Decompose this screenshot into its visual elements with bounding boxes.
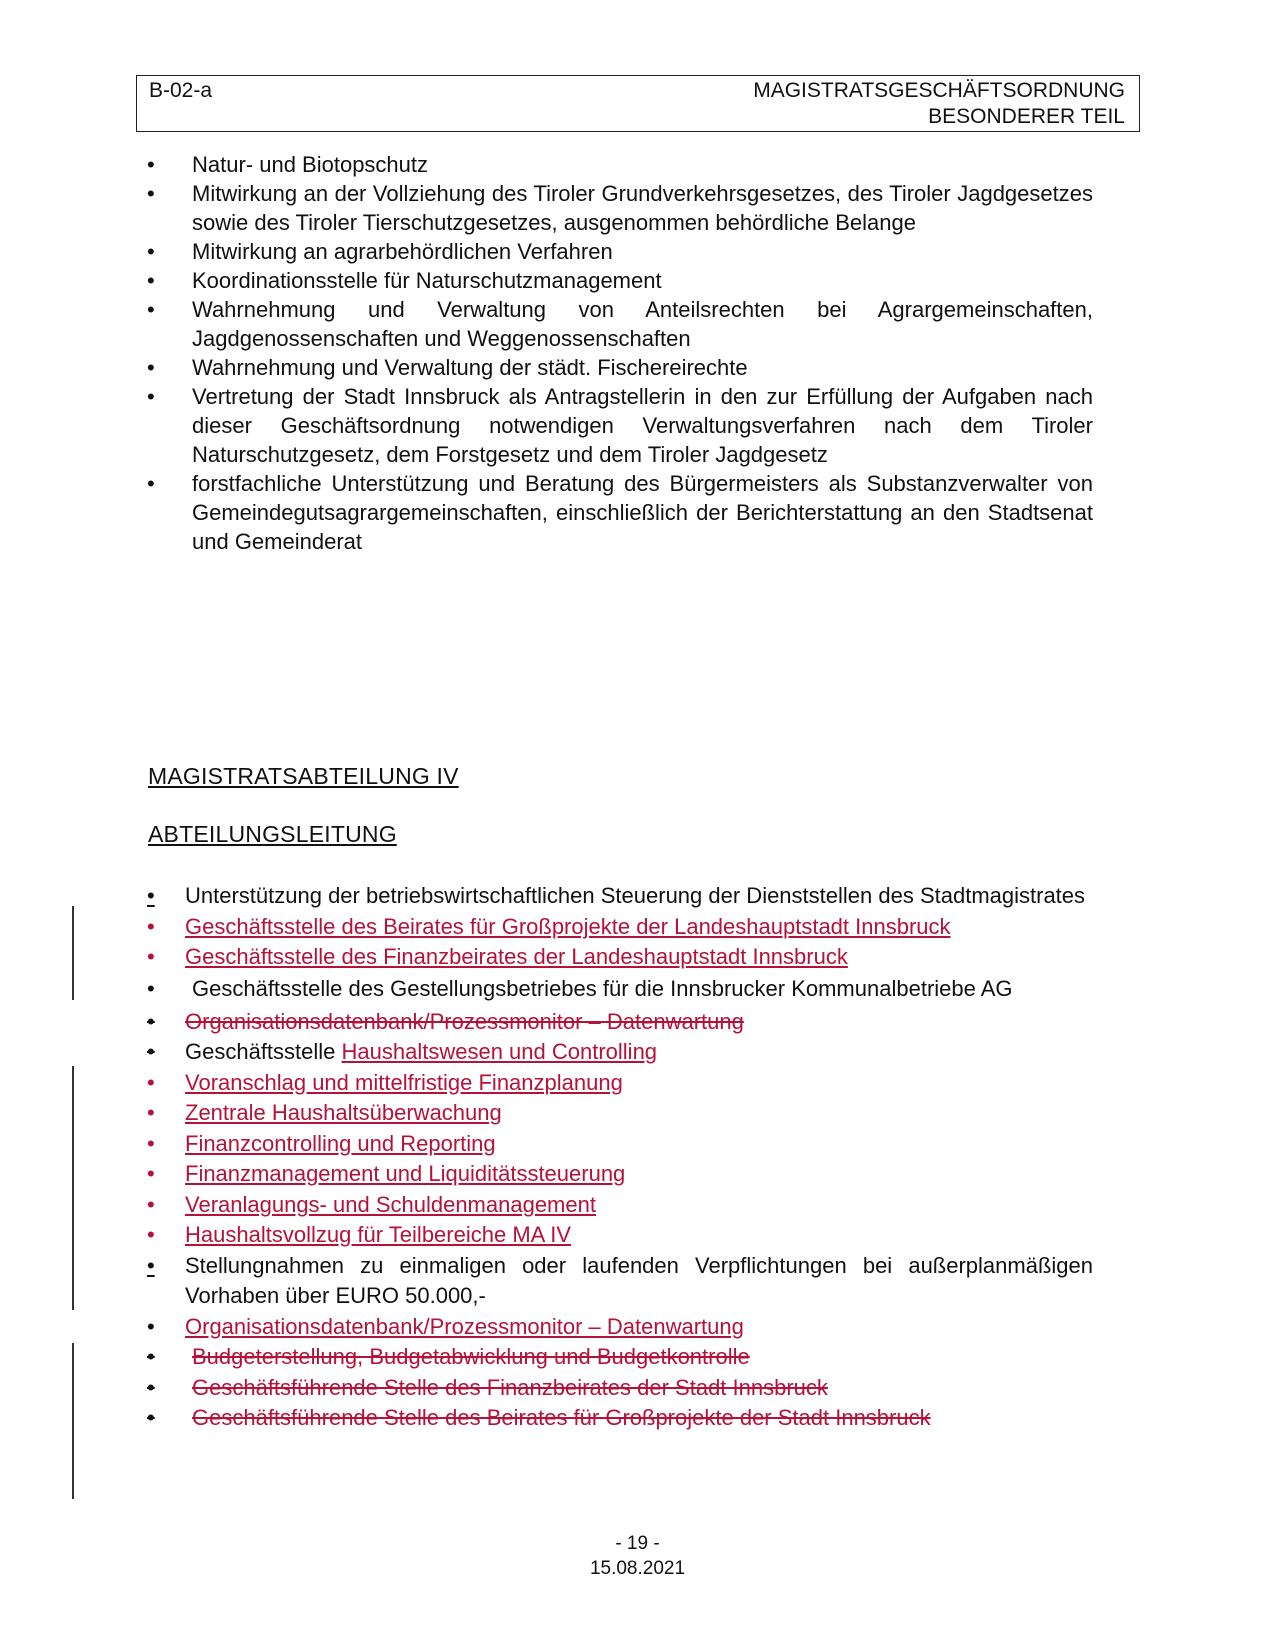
bullet-icon: • xyxy=(147,1100,155,1125)
list-item: • Organisationsdatenbank/Prozessmonitor – Datenwartung xyxy=(147,1007,1093,1038)
bullet-icon: • xyxy=(147,1069,155,1095)
list-item: • Veranlagungs- und Schuldenmanagement xyxy=(147,1190,1093,1221)
bullet-icon: • xyxy=(147,975,155,1001)
bullet-icon: • xyxy=(147,268,155,293)
change-bar xyxy=(72,906,74,1000)
list-item: • Stellungnahmen zu einmaligen oder laufenden Verpflichtungen bei außerplanmäßigen Vorhaben über EURO 50.000,- xyxy=(147,1252,1093,1308)
bullet-icon: • xyxy=(147,1252,155,1278)
bullet-icon: • xyxy=(147,355,155,380)
bullet-icon: • xyxy=(147,1222,155,1247)
list-item: • Geschäftsführende Stelle des Beirates für Großprojekte der Stadt Innsbruck xyxy=(147,1403,1093,1434)
list-item: • Koordinationsstelle für Naturschutzmanagement xyxy=(147,268,662,293)
list-item: • Mitwirkung an der Vollziehung des Tiroler Grundverkehrsgesetzes, des Tiroler Jagdgesetzes sowie des Tiroler Tierschutzgesetzes, ausgenommen behördliche Belange xyxy=(147,181,1093,235)
list-item: • Zentrale Haushaltsüberwachung xyxy=(147,1098,1093,1129)
bullet-icon: • xyxy=(147,1374,155,1400)
list-item: • Finanzcontrolling und Reporting xyxy=(147,1129,1093,1160)
page-number: - 19 - xyxy=(615,1533,660,1554)
list-item: • Wahrnehmung und Verwaltung der städt. Fischereirechte xyxy=(147,355,748,380)
bullet-icon: • xyxy=(147,944,155,969)
bullet-icon: • xyxy=(147,384,155,409)
bullet-icon: • xyxy=(147,883,155,908)
list-item: • Geschäftsstelle des Gestellungsbetriebes für die Innsbrucker Kommunalbetriebe AG xyxy=(147,973,1093,1005)
list-item: • Mitwirkung an agrarbehördlichen Verfahren xyxy=(147,239,613,264)
list-item: • Geschäftsstelle des Beirates für Großprojekte der Landeshauptstadt Innsbruck xyxy=(147,912,1093,943)
list-item: • Geschäftsstelle Haushaltswesen und Controlling xyxy=(147,1037,1093,1068)
task-list-top xyxy=(147,150,1093,556)
list-item: • Wahrnehmung und Verwaltung von Anteilsrechten bei Agrargemeinschaften, Jagdgenossenschaften und Weggenossenschaften xyxy=(147,297,1093,351)
list-item: • Budgeterstellung, Budgetabwicklung und Budgetkontrolle xyxy=(147,1342,1093,1373)
task-list-ma-iv xyxy=(147,881,1093,1434)
bullet-icon: • xyxy=(147,1344,155,1369)
document-code: B-02-a xyxy=(149,79,213,102)
change-bar xyxy=(72,1066,74,1310)
list-item: • Unterstützung der betriebswirtschaftlichen Steuerung der Dienststellen des Stadtmagistrates xyxy=(147,881,1093,912)
sub-heading: ABTEILUNGSLEITUNG xyxy=(148,821,397,847)
list-item: • Finanzmanagement und Liquiditätssteuerung xyxy=(147,1159,1093,1190)
bullet-icon: • xyxy=(147,297,155,322)
list-item: • Geschäftsstelle des Finanzbeirates der Landeshauptstadt Innsbruck xyxy=(147,942,1093,973)
list-item: • Natur- und Biotopschutz xyxy=(147,152,429,177)
document-title-line2: BESONDERER TEIL xyxy=(928,105,1125,128)
list-item: • Voranschlag und mittelfristige Finanzplanung xyxy=(147,1068,1093,1099)
bullet-icon: • xyxy=(147,239,155,264)
bullet-icon: • xyxy=(147,1405,155,1430)
bullet-icon: • xyxy=(147,1039,155,1064)
bullet-icon: • xyxy=(147,1130,155,1156)
bullet-icon: • xyxy=(147,152,155,177)
bullet-icon: • xyxy=(147,1008,155,1034)
document-title xyxy=(753,78,1125,130)
bullet-icon: • xyxy=(147,1313,155,1339)
list-item: • Haushaltsvollzug für Teilbereiche MA IV xyxy=(147,1220,1093,1251)
page-header xyxy=(136,75,1140,132)
footer-date: 15.08.2021 xyxy=(589,1558,686,1579)
list-item: • Vertretung der Stadt Innsbruck als Antragstellerin in den zur Erfüllung der Aufgaben nach dieser Geschäftsordnung notwendigen Verwaltungsverfahren nach dem Tiroler Naturschutzgesetz, dem Forstgesetz und dem Tiroler Jagdgesetz xyxy=(147,384,1093,467)
list-item: • Organisationsdatenbank/Prozessmonitor – Datenwartung xyxy=(147,1312,1093,1343)
document-title-line1: MAGISTRATSGESCHÄFTSORDNUNG xyxy=(753,79,1125,102)
section-heading: MAGISTRATSABTEILUNG IV xyxy=(148,763,459,789)
bullet-icon: • xyxy=(147,181,155,206)
bullet-icon: • xyxy=(147,471,155,496)
list-item: • Geschäftsführende Stelle des Finanzbeirates der Stadt Innsbruck xyxy=(147,1373,1093,1404)
bullet-icon: • xyxy=(147,913,155,939)
list-item: • forstfachliche Unterstützung und Beratung des Bürgermeisters als Substanzverwalter von Gemeindegutsagrargemeinschaften, einschließlich der Berichterstattung an den Stadtsenat und Gemeinderat xyxy=(147,471,1093,554)
bullet-icon: • xyxy=(147,1191,155,1217)
bullet-icon: • xyxy=(147,1161,155,1186)
change-bar xyxy=(72,1343,74,1499)
